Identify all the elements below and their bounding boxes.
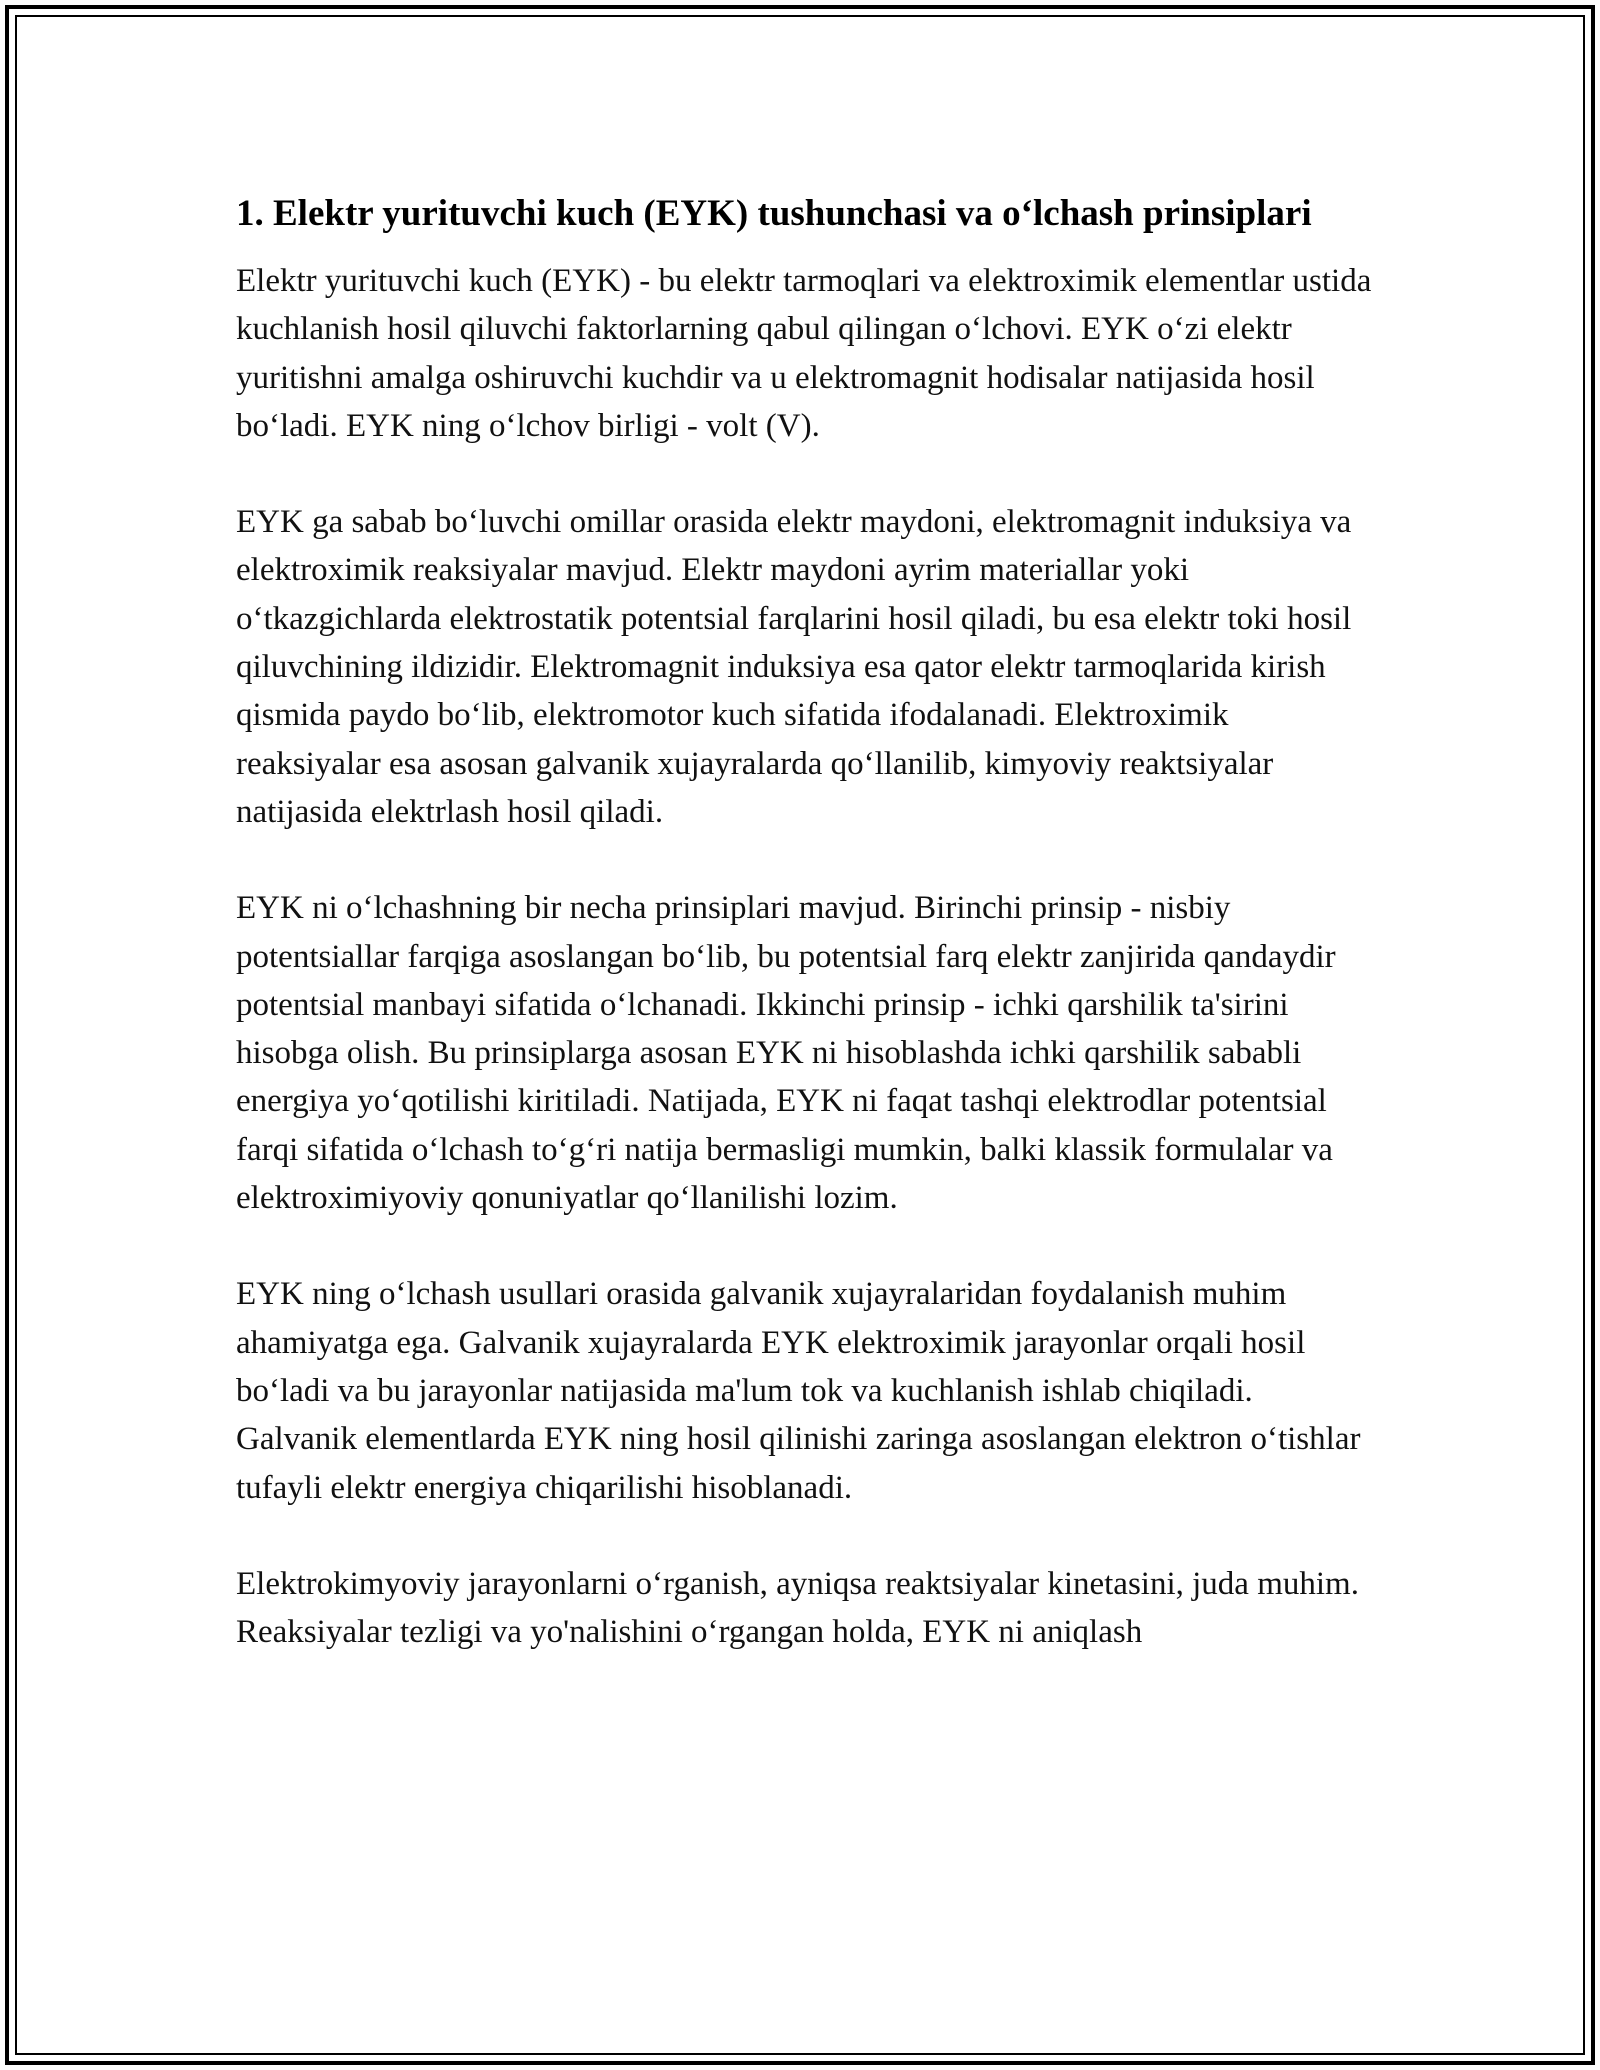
paragraph: Elektr yurituvchi kuch (EYK) - bu elektr tarmoqlari va elektroximik elementlar ustida kuchlanish hosil qiluvchi faktorlarning qabul qilingan o‘lchovi. EYK o‘zi elektr yuritishni amalga oshiruvchi kuchdir va u elektromagnit hodisalar natijasida hosil bo‘ladi. EYK ning o‘lchov birligi - volt (V). — [236, 263, 1372, 444]
paragraph: Elektrokimyoviy jarayonlarni o‘rganish, ayniqsa reaktsiyalar kinetasini, juda muhim. Reaksiyalar tezligi va yo'nalishini o‘rgangan holda, EYK ni aniqlash — [236, 1565, 1359, 1651]
document-body — [236, 186, 1376, 1656]
paragraph: EYK ni o‘lchashning bir necha prinsiplari mavjud. Birinchi prinsip - nisbiy potentsiallar farqiga asoslangan bo‘lib, bu potentsial farq elektr zanjirida qandaydir potentsial manbayi sifatida o‘lchanadi. Ikkinchi prinsip - ichki qarshilik ta'sirini hisobga olish. Bu prinsiplarga asosan EYK ni hisoblashda ichki qarshilik sababli energiya yo‘qotilishi kiritiladi. Natijada, EYK ni faqat tashqi elektrodlar potentsial farqi sifatida o‘lchash to‘g‘ri natija bermasligi mumkin, balki klassik formulalar va elektroximiyoviy qonuniyatlar qo‘llanilishi lozim. — [236, 890, 1336, 1217]
paragraph: EYK ning o‘lchash usullari orasida galvanik xujayralaridan foydalanish muhim ahamiyatga ega. Galvanik xujayralarda EYK elektroximik jarayonlar orqali hosil bo‘ladi va bu jarayonlar natijasida ma'lum tok va kuchlanish ishlab chiqiladi. Galvanik elementlarda EYK ning hosil qilinishi zaringa asoslangan elektron o‘tishlar tufayli elektr energiya chiqarilishi hisoblanadi. — [236, 1276, 1361, 1506]
section-heading: 1. Elektr yurituvchi kuch (EYK) tushunchasi va o‘lchash prinsiplari — [236, 193, 1312, 234]
paragraph: EYK ga sabab bo‘luvchi omillar orasida elektr maydoni, elektromagnit induksiya va elektroximik reaksiyalar mavjud. Elektr maydoni ayrim materiallar yoki o‘tkazgichlarda elektrostatik potentsial farqlarini hosil qiladi, bu esa elektr toki hosil qiluvchining ildizidir. Elektromagnit induksiya esa qator elektr tarmoqlarida kirish qismida paydo bo‘lib, elektromotor kuch sifatida ifodalanadi. Elektroximik reaksiyalar esa asosan galvanik xujayralarda qo‘llanilib, kimyoviy reaktsiyalar natijasida elektrlash hosil qiladi. — [236, 504, 1352, 830]
